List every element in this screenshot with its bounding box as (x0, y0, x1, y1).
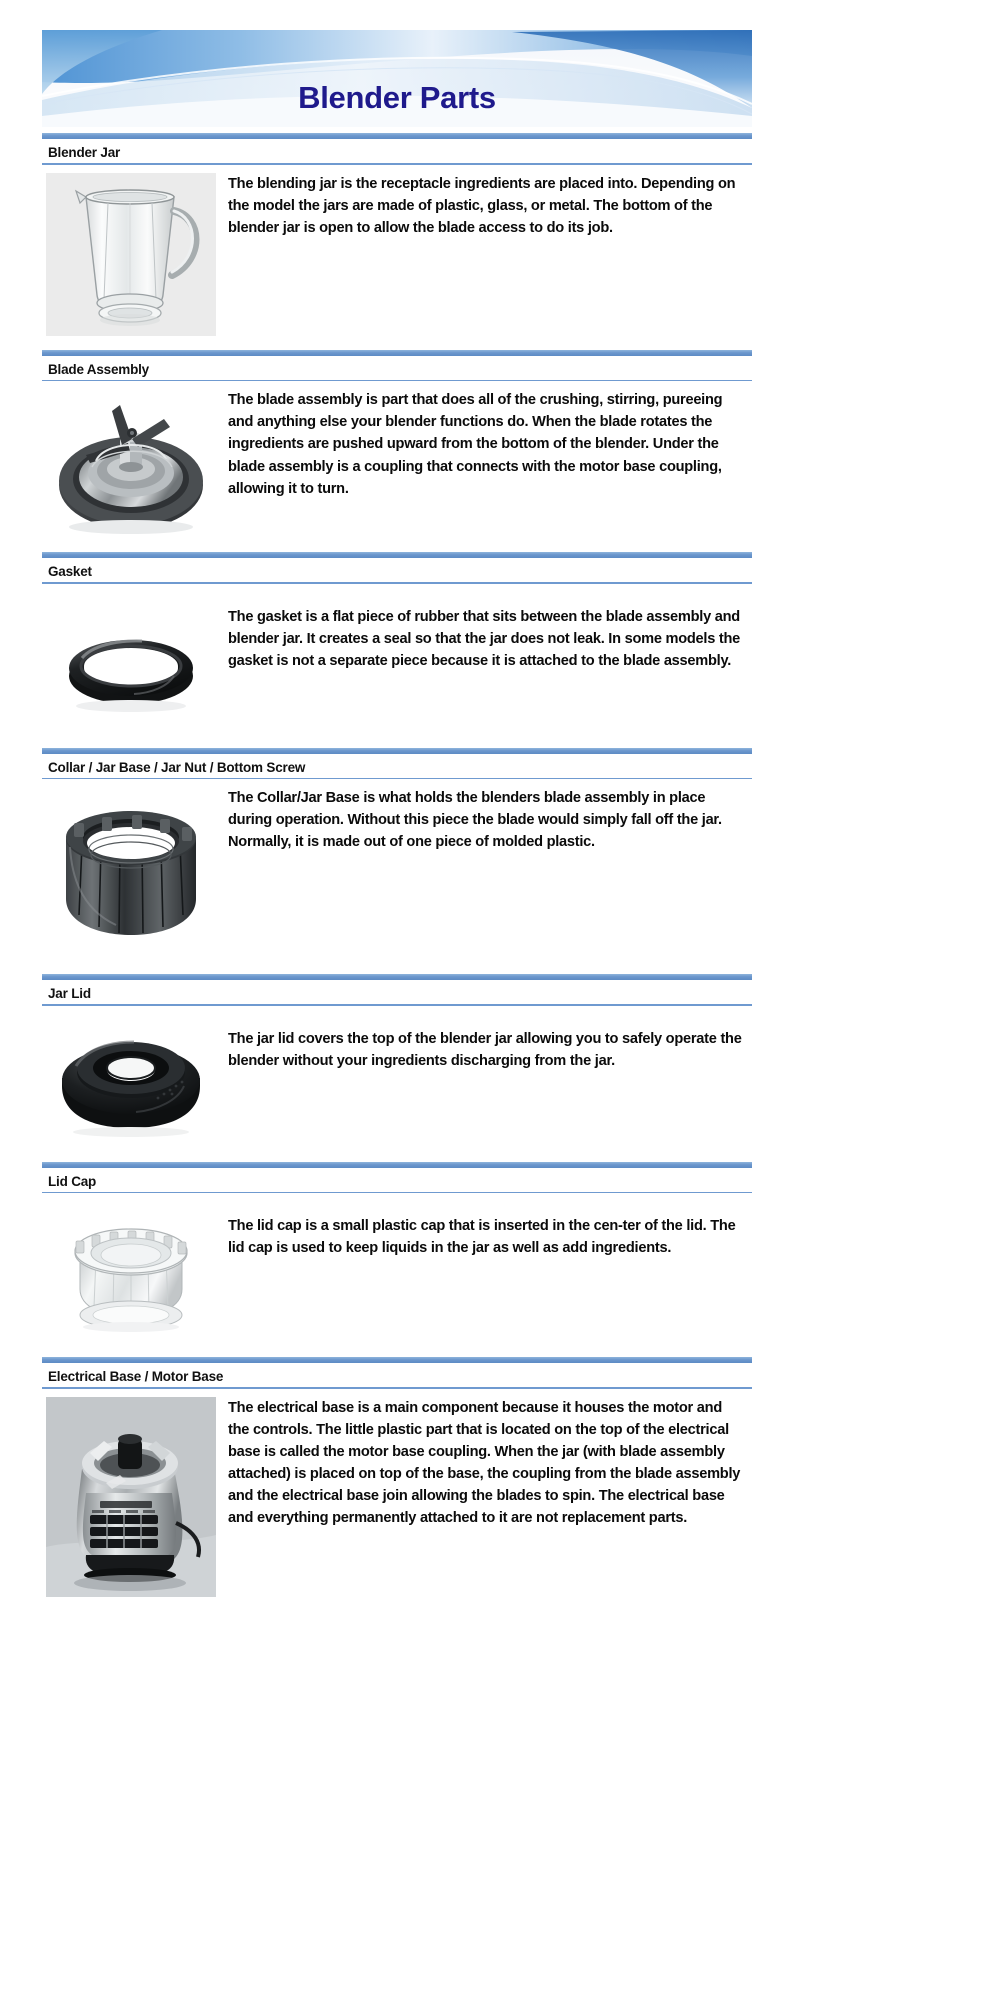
section-body-jar-lid: The jar lid covers the top of the blender jar allowing you to safely operate the blender without your ingredients discharging from the jar. (228, 1030, 742, 1069)
electrical-base-illustration (46, 1397, 216, 1597)
jar-lid-photo (46, 1028, 216, 1140)
section-blender-jar (42, 173, 752, 336)
collar-photo (46, 787, 216, 952)
section-gasket (42, 606, 752, 726)
section-body-gasket: The gasket is a flat piece of rubber that sits between the blade assembly and blender jar. It creates a seal so that the jar does not leak. In some models the gasket is not a separate piece because it is attached to the blade assembly. (228, 608, 741, 669)
section-heading-electrical-base: Electrical Base / Motor Base (48, 1369, 224, 1384)
blade-assembly-illustration (46, 389, 216, 544)
section-lid-cap (42, 1215, 752, 1335)
header-banner (42, 30, 752, 133)
section-jar-lid (42, 1028, 752, 1140)
section-body-lid-cap: The lid cap is a small plastic cap that is inserted in the cen-ter of the lid. The lid cap is used to keep liquids in the jar as well as add ingredients. (228, 1218, 736, 1257)
blade-assembly-photo (46, 389, 216, 544)
section-heading-blade-assembly: Blade Assembly (48, 361, 149, 377)
document-sheet (42, 30, 752, 1597)
section-heading-lid-cap: Lid Cap (48, 1173, 97, 1189)
jar-lid-illustration (46, 1028, 216, 1140)
section-body-electrical-base: The electrical base is a main component because it houses the motor and the controls. The little plastic part that is located on the top of the electrical base is called the motor base coupling. When the jar (with blade assembly attached) is placed on top of the base, the coupling from the blade assembly and the electrical base join allowing the blades to spin. The electrical base and everything permanently attached to it are not replacement parts. (228, 1399, 741, 1527)
blender-jar-photo (46, 173, 216, 336)
blender-jar-illustration (46, 173, 216, 336)
section-collar (42, 787, 752, 952)
electrical-base-photo (46, 1397, 216, 1597)
section-heading-gasket: Gasket (48, 564, 92, 579)
section-heading-jar-lid: Jar Lid (48, 986, 91, 1001)
section-heading-collar: Collar / Jar Base / Jar Nut / Bottom Screw (48, 759, 306, 775)
section-electrical-base (42, 1397, 752, 1597)
page-title: Blender Parts (298, 80, 496, 115)
section-heading-blender-jar: Blender Jar (48, 145, 121, 160)
section-body-blade-assembly: The blade assembly is part that does all of the crushing, stirring, pureeing and anything else your blender functions do. When the blade rotates the ingredients are pushed upward from the bottom of the blender. Under the blade assembly is a coupling that connects with the motor base coupling, allowing it to turn. (228, 392, 723, 497)
gasket-illustration (46, 606, 216, 726)
section-body-blender-jar: The blending jar is the receptacle ingredients are placed into. Depending on the model the jars are made of plastic, glass, or metal. The bottom of the blender jar is open to allow the blade access to do its job. (228, 175, 736, 236)
lid-cap-photo (46, 1215, 216, 1335)
section-blade-assembly (42, 389, 752, 544)
lid-cap-illustration (46, 1215, 216, 1335)
gasket-photo (46, 606, 216, 726)
collar-illustration (46, 787, 216, 952)
section-body-collar: The Collar/Jar Base is what holds the blenders blade assembly in place during operation. Without this piece the blade would simply fall off the jar. Normally, it is made out of one piece of molded plastic. (228, 790, 722, 851)
